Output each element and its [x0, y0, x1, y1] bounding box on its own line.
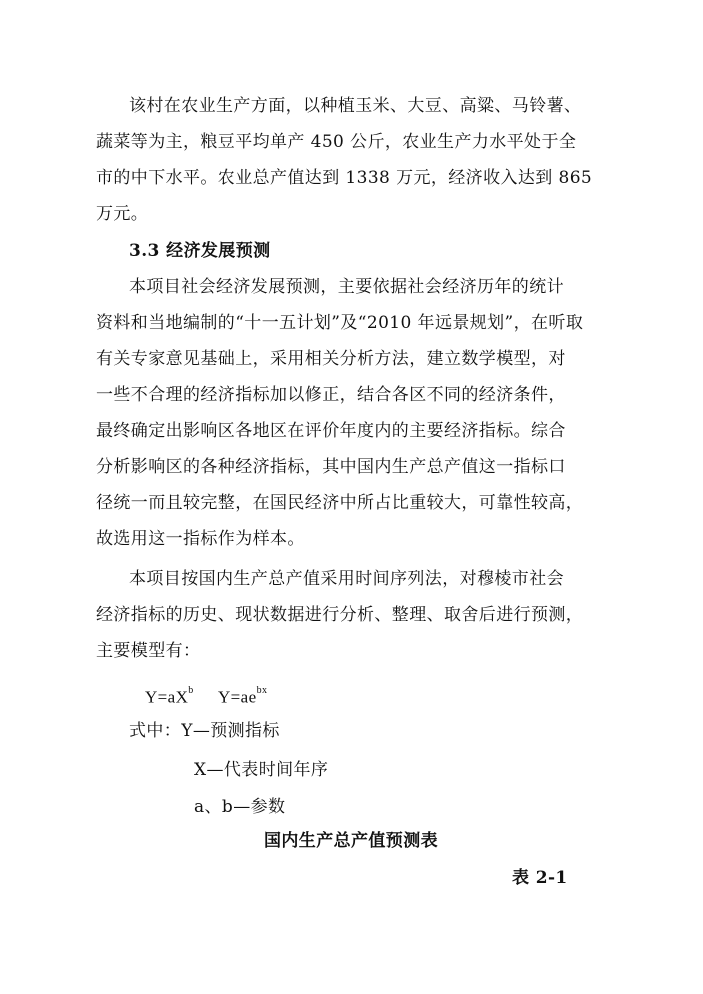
section-heading: 3.3 经济发展预测 [129, 241, 271, 261]
where-line-y: 式中：Y—预测指标 [129, 721, 280, 741]
formula-exponential-model [218, 683, 267, 709]
paragraph-3-line-2: 经济指标的历史、现状数据进行分析、整理、取舍后进行预测， [96, 605, 584, 625]
paragraph-2-line-2: 资料和当地编制的“十一五计划”及“2010 年远景规划”，在听取 [96, 313, 584, 333]
paragraph-2-line-5: 最终确定出影响区各地区在评价年度内的主要经济指标。综合 [96, 421, 566, 441]
paragraph-2-line-8: 故选用这一指标作为样本。 [96, 529, 305, 549]
paragraph-2-line-3: 有关专家意见基础上，采用相关分析方法，建立数学模型，对 [96, 349, 566, 369]
paragraph-1-line-1: 该村在农业生产方面，以种植玉米、大豆、高粱、马铃薯、 [129, 96, 582, 116]
where-line-ab: a、b—参数 [194, 797, 286, 817]
paragraph-2-line-1: 本项目社会经济发展预测，主要依据社会经济历年的统计 [129, 277, 564, 297]
paragraph-2-line-4: 一些不合理的经济指标加以修正，结合各区不同的经济条件， [96, 385, 566, 405]
paragraph-2-line-7: 径统一而且较完整，在国民经济中所占比重较大，可靠性较高， [96, 493, 584, 513]
paragraph-1-line-4: 万元。 [96, 204, 149, 224]
formula-power-exponent: b [188, 685, 194, 696]
formula-power-model [145, 683, 194, 709]
table-number: 表 2-1 [512, 868, 568, 888]
paragraph-3-line-1: 本项目按国内生产总产值采用时间序列法，对穆棱市社会 [129, 569, 564, 589]
table-title: 国内生产总产值预测表 [264, 831, 438, 851]
where-line-x: X—代表时间年序 [194, 760, 329, 780]
formula-exponential-exponent: bx [256, 685, 268, 696]
paragraph-1-line-2: 蔬菜等为主，粮豆平均单产 450 公斤，农业生产力水平处于全 [96, 132, 577, 152]
paragraph-2-line-6: 分析影响区的各种经济指标，其中国内生产总产值这一指标口 [96, 457, 566, 477]
paragraph-3-line-3: 主要模型有： [96, 641, 201, 661]
formula-exponential-base: Y=ae [218, 687, 257, 707]
paragraph-1-line-3: 市的中下水平。农业总产值达到 1338 万元，经济收入达到 865 [96, 168, 593, 188]
formula-power-base: Y=aX [145, 687, 189, 707]
